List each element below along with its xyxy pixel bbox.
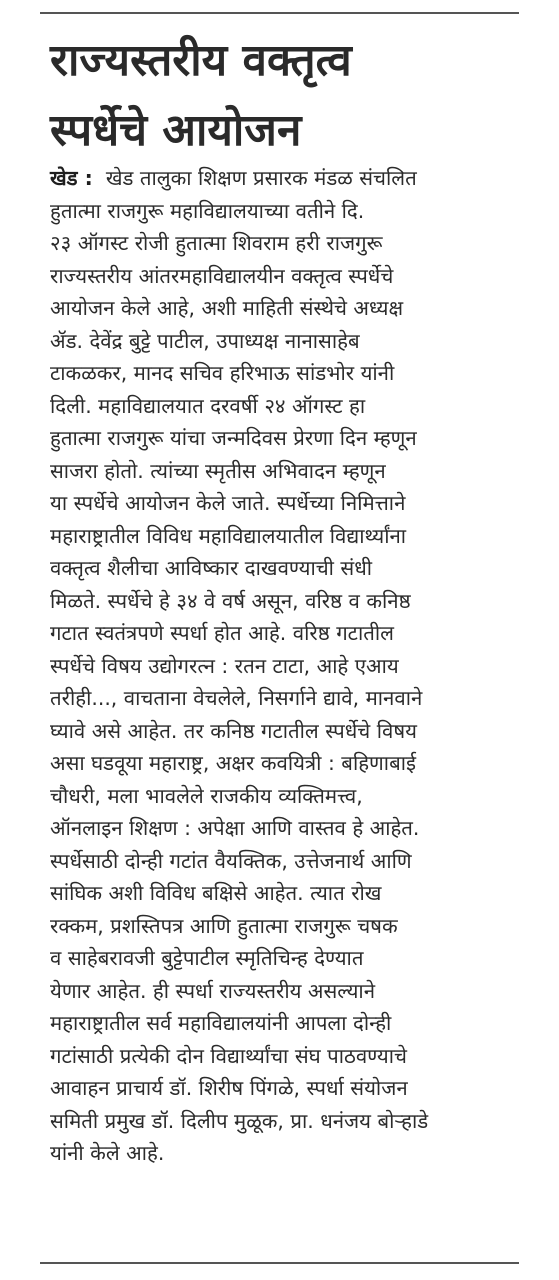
headline-line: स्पर्धेचे आयोजन xyxy=(50,105,302,156)
article-line: राज्यस्तरीय आंतरमहाविद्यालयीन वक्तृत्व स्पर्धेचे xyxy=(50,263,394,288)
article-line: गटात स्वतंत्रपणे स्पर्धा होत आहे. वरिष्ठ गटातील xyxy=(50,621,394,645)
article-line: रक्कम, प्रशस्तिपत्र आणि हुतात्मा राजगुरू चषक xyxy=(50,913,398,938)
article-line: महाराष्ट्रातील विविध महाविद्यालयातील विद्यार्थ्यांना xyxy=(50,523,407,548)
article-line: घ्यावे असे आहेत. तर कनिष्ठ गटातील स्पर्धेचे विषय xyxy=(50,718,417,743)
article-line: साजरा होतो. त्यांच्या स्मृतीस अभिवादन म्हणून xyxy=(50,458,386,483)
dateline: खेड : xyxy=(50,166,93,190)
article-line: व साहेबरावजी बुट्टेपाटील स्मृतिचिन्ह देण्यात xyxy=(50,946,364,970)
article-line: या स्पर्धेचे आयोजन केले जाते. स्पर्धेच्या निमित्ताने xyxy=(50,491,406,515)
bottom-rule xyxy=(40,1262,519,1264)
article-line: आयोजन केले आहे, अशी माहिती संस्थेचे अध्यक्ष xyxy=(50,296,404,320)
article-line: महाराष्ट्रातील सर्व महाविद्यालयांनी आपला दोन्ही xyxy=(50,1011,392,1035)
article-line: ॲड. देवेंद्र बुट्टे पाटील, उपाध्यक्ष नानासाहेब xyxy=(50,328,360,353)
article-line: सांघिक अशी विविध बक्षिसे आहेत. त्यात रोख xyxy=(50,881,382,905)
article-line: स्पर्धेसाठी दोन्ही गटांत वैयक्तिक, उत्तेजनार्थ आणि xyxy=(50,848,412,873)
article-line: समिती प्रमुख डॉ. दिलीप मुळूक, प्रा. धनंजय बोऱ्हाडे xyxy=(50,1108,429,1133)
article-line: २३ ऑगस्ट रोजी हुतात्मा शिवराम हरी राजगुरू xyxy=(50,231,383,255)
top-rule xyxy=(40,12,519,14)
article-line: तरीही..., वाचताना वेचलेले, निसर्गाने द्यावे, मानवाने xyxy=(50,686,423,710)
headline-line: राज्यस्तरीय वक्तृत्व xyxy=(50,35,352,86)
article-line: गटांसाठी प्रत्येकी दोन विद्यार्थ्यांचा संघ पाठवण्याचे xyxy=(50,1043,407,1068)
article-line: आवाहन प्राचार्य डॉ. शिरीष पिंगळे, स्पर्धा संयोजन xyxy=(50,1076,408,1100)
article-line: ऑनलाइन शिक्षण : अपेक्षा आणि वास्तव हे आहेत. xyxy=(50,816,420,840)
article-line: येणार आहेत. ही स्पर्धा राज्यस्तरीय असल्याने xyxy=(50,978,376,1003)
article-line: असा घडवूया महाराष्ट्र, अक्षर कवयित्री : बहिणाबाई xyxy=(50,751,417,775)
article-line: यांनी केले आहे. xyxy=(50,1141,165,1165)
article-line: दिली. महाविद्यालयात दरवर्षी २४ ऑगस्ट हा xyxy=(50,393,366,418)
article-line: हुतात्मा राजगुरू महाविद्यालयाच्या वतीने दि. xyxy=(50,198,365,223)
article-line: मिळते. स्पर्धेचे हे ३४ वे वर्ष असून, वरिष्ठ व कनिष्ठ xyxy=(50,588,411,613)
article-line-text: खेड तालुका शिक्षण प्रसारक मंडळ संचलित xyxy=(105,166,417,190)
article-line: हुतात्मा राजगुरू यांचा जन्मदिवस प्रेरणा दिन म्हणून xyxy=(50,426,417,450)
article-line: स्पर्धेचे विषय उद्योगरत्न : रतन टाटा, आहे एआय xyxy=(50,653,399,678)
article-line: टाकळकर, मानद सचिव हरिभाऊ सांडभोर यांनी xyxy=(50,361,395,385)
article-line xyxy=(50,162,525,195)
headline xyxy=(50,26,520,166)
article-body xyxy=(50,162,525,1170)
article-line: चौधरी, मला भावलेले राजकीय व्यक्तिमत्त्व, xyxy=(50,783,363,808)
article-line: वक्तृत्व शैलीचा आविष्कार दाखवण्याची संधी xyxy=(50,556,373,580)
